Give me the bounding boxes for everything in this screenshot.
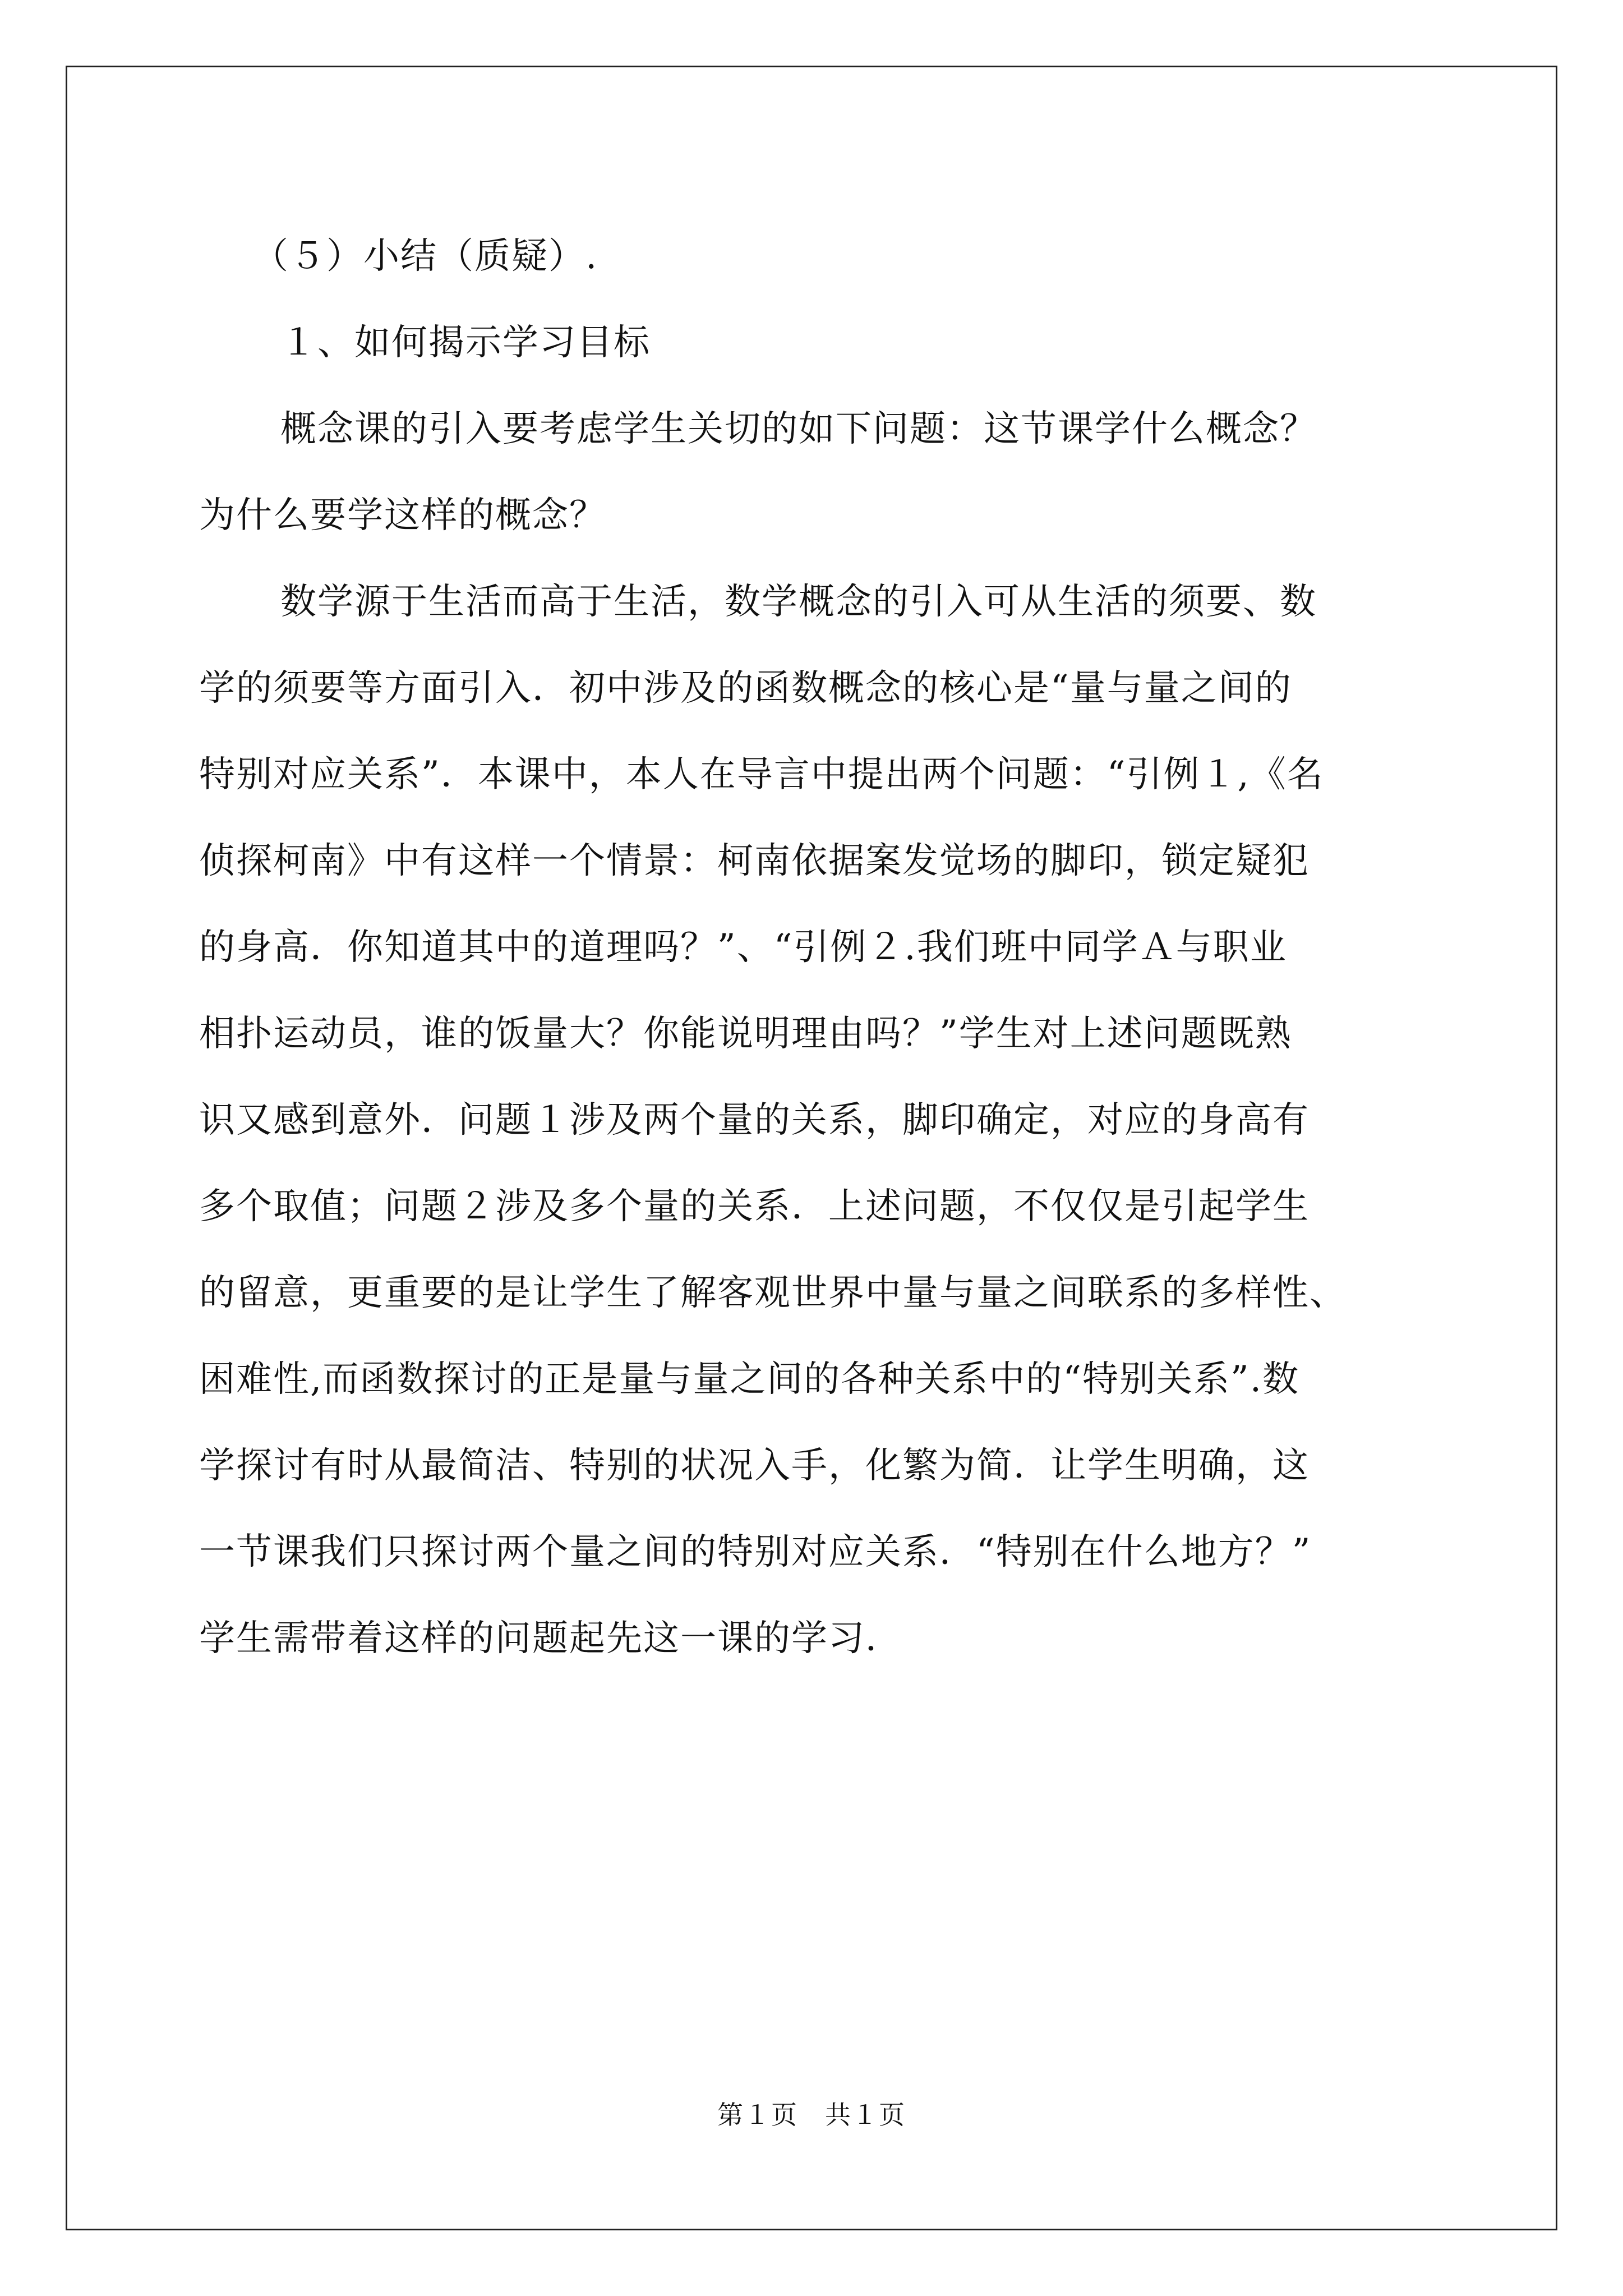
- document-body: [199, 213, 1489, 1682]
- section-heading: （５）小结（质疑）.: [252, 236, 598, 277]
- subsection-heading: １、如何揭示学习目标: [280, 322, 651, 364]
- paragraph-2-line-5: 的身高．你知道其中的道理吗？”、“引例２.我们班中同学Ａ与职业: [199, 927, 1287, 968]
- paragraph-2-line-3: 特别对应关系”．本课中，本人在导言中提出两个问题：“引例１,《名: [199, 754, 1324, 795]
- page-number-footer: 第１页 共１页: [717, 2100, 906, 2130]
- paragraph-2-line-12: 一节课我们只探讨两个量之间的特别对应关系．“特别在什么地方？”: [199, 1531, 1312, 1573]
- paragraph-2-line-1: 数学源于生活而高于生活，数学概念的引入可从生活的须要、数: [280, 581, 1317, 623]
- paragraph-2-line-7: 识又感到意外．问题１涉及两个量的关系，脚印确定，对应的身高有: [199, 1099, 1310, 1141]
- paragraph-2-line-13: 学生需带着这样的问题起先这一课的学习．: [199, 1618, 902, 1659]
- paragraph-2-line-6: 相扑运动员，谁的饭量大？你能说明理由吗？”学生对上述问题既熟: [199, 1013, 1292, 1055]
- paragraph-2-line-9: 的留意，更重要的是让学生了解客观世界中量与量之间联系的多样性、: [199, 1272, 1347, 1314]
- paragraph-2-line-8: 多个取值；问题２涉及多个量的关系．上述问题，不仅仅是引起学生: [199, 1186, 1310, 1227]
- paragraph-1-line-2: 为什么要学这样的概念？: [199, 495, 606, 536]
- paragraph-2-line-4: 侦探柯南》中有这样一个情景：柯南依据案发觉场的脚印，锁定疑犯: [199, 840, 1310, 882]
- paragraph-1-line-1: 概念课的引入要考虑学生关切的如下问题：这节课学什么概念？: [280, 408, 1317, 450]
- paragraph-2-line-2: 学的须要等方面引入．初中涉及的函数概念的核心是“量与量之间的: [199, 668, 1292, 709]
- paragraph-2-line-11: 学探讨有时从最简洁、特别的状况入手，化繁为简．让学生明确，这: [199, 1445, 1310, 1487]
- paragraph-2-line-10: 困难性,而函数探讨的正是量与量之间的各种关系中的“特别关系”.数: [199, 1359, 1300, 1400]
